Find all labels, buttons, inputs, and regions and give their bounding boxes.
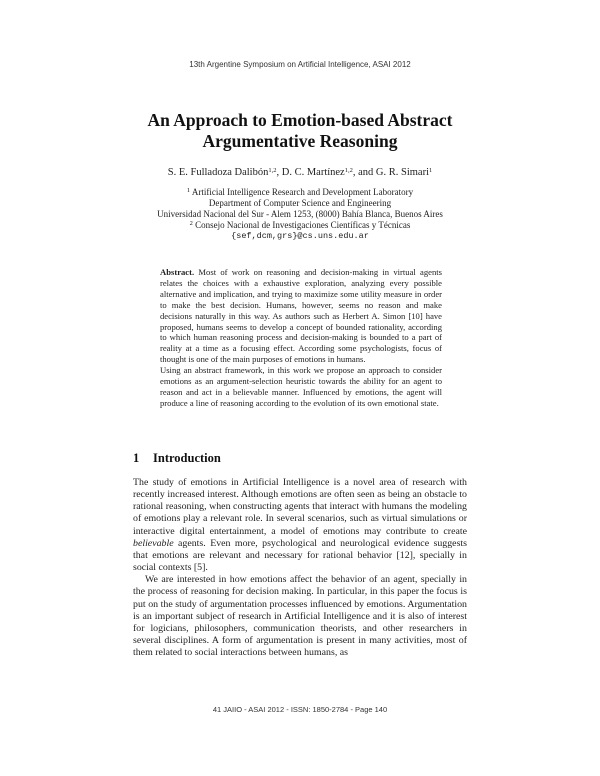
affil-1-line-2: Department of Computer Science and Engineering xyxy=(208,198,392,208)
author-and: and xyxy=(358,167,374,178)
author-email: {sef,dcm,grs}@cs.uns.edu.ar xyxy=(231,231,369,241)
title-line-2: Argumentative Reasoning xyxy=(202,131,398,151)
abstract xyxy=(160,267,442,409)
affil-1-line-3: Universidad Nacional del Sur - Alem 1253, (8000) Bahía Blanca, Buenos Aires xyxy=(157,209,443,219)
section-title: Introduction xyxy=(153,451,221,465)
author-2: D. C. Martínez xyxy=(281,167,345,178)
body-emphasis: believable xyxy=(133,537,174,549)
affil-1-marker: 1 xyxy=(186,187,191,194)
affil-2-marker: 2 xyxy=(189,220,193,227)
author-1-affil: 1,2 xyxy=(268,167,277,174)
body-text xyxy=(133,477,467,659)
page-footer: 41 JAIIO - ASAI 2012 - ISSN: 1850-2784 - Page 140 xyxy=(212,705,388,714)
affil-2-line-1: Consejo Nacional de Investigaciones Científicas y Técnicas xyxy=(195,220,411,230)
body-paragraph-2: We are interested in how emotions affect the behavior of an agent, specially in the process of reasoning for decision making. In particular, in this paper the focus is put on the study of argumentation processes influenced by emotions. Argumentation is an important subject of research in Artificial Intelligence and it is also of interest for logicians, philosophers, communication theorists, and other researchers in several disciplines. A form of argumentation is present in many activities, most of them related to social interactions between humans, as xyxy=(133,574,467,659)
title-line-1: An Approach to Emotion-based Abstract xyxy=(147,110,453,130)
author-3: G. R. Simari xyxy=(375,167,429,178)
author-2-affil: 1,2 xyxy=(344,167,353,174)
abstract-paragraph-2: Using an abstract framework, in this work we propose an approach to consider emotions as an argument-selection heuristic towards the ability for an agent to reason and act in a believable manner. Influenced by emotions, the agent will produce a line of reasoning according to the evolution of its own emotional state. xyxy=(160,365,442,408)
running-header: 13th Argentine Symposium on Artificial Intelligence, ASAI 2012 xyxy=(189,60,411,69)
abstract-label: Abstract. xyxy=(160,267,195,277)
author-1: S. E. Fulladoza Dalibón xyxy=(167,167,269,178)
section-heading xyxy=(133,451,473,466)
abstract-paragraph-1: Most of work on reasoning and decision-making in virtual agents relates the choices with a exhaustive exploration, analyzing every possible alternative and implication, and trying to maximize some utility measure in order to make the best decision. Humans, however, seems no reason and make decisions naturally in this way. As authors such as Herbert A. Simon [10] have proposed, humans seems to develop a concept of bounded rationality, according to which human reasoning process and decision-making is bounded to a part of reality at a time as a focusing effect. According some psychologists, focus of thought is one of the main purposes of emotions in humans. xyxy=(160,267,442,365)
author-3-affil: 1 xyxy=(429,167,433,174)
affiliations xyxy=(80,187,520,242)
affil-1-line-1: Artificial Intelligence Research and Development Laboratory xyxy=(191,187,414,197)
body-paragraph-1 xyxy=(133,477,467,574)
author-list: S. E. Fulladoza Dalibón$^{1,2}$, D. C. Martínez$^{1,2}$, and G. R. Simari$^1$ xyxy=(167,167,433,178)
body-paragraph-1-part-b: agents. Even more, psychological and neurological evidence suggests that emotions are relevant and necessary for rational behavior [12], specially in social contexts [5]. xyxy=(133,537,467,574)
paper-title xyxy=(100,110,500,152)
body-paragraph-1-part-a: The study of emotions in Artificial Intelligence is a novel area of research with recently increased interest. Although emotions are often seen as being an obstacle to rational reasoning, when constructing agents that interact with humans the modeling of emotions play a relevant role. In several scenarios, such as virtual simulations or interactive digital entertainment, a model of emotions may contribute to create xyxy=(133,477,467,537)
section-number: 1 xyxy=(133,451,140,465)
